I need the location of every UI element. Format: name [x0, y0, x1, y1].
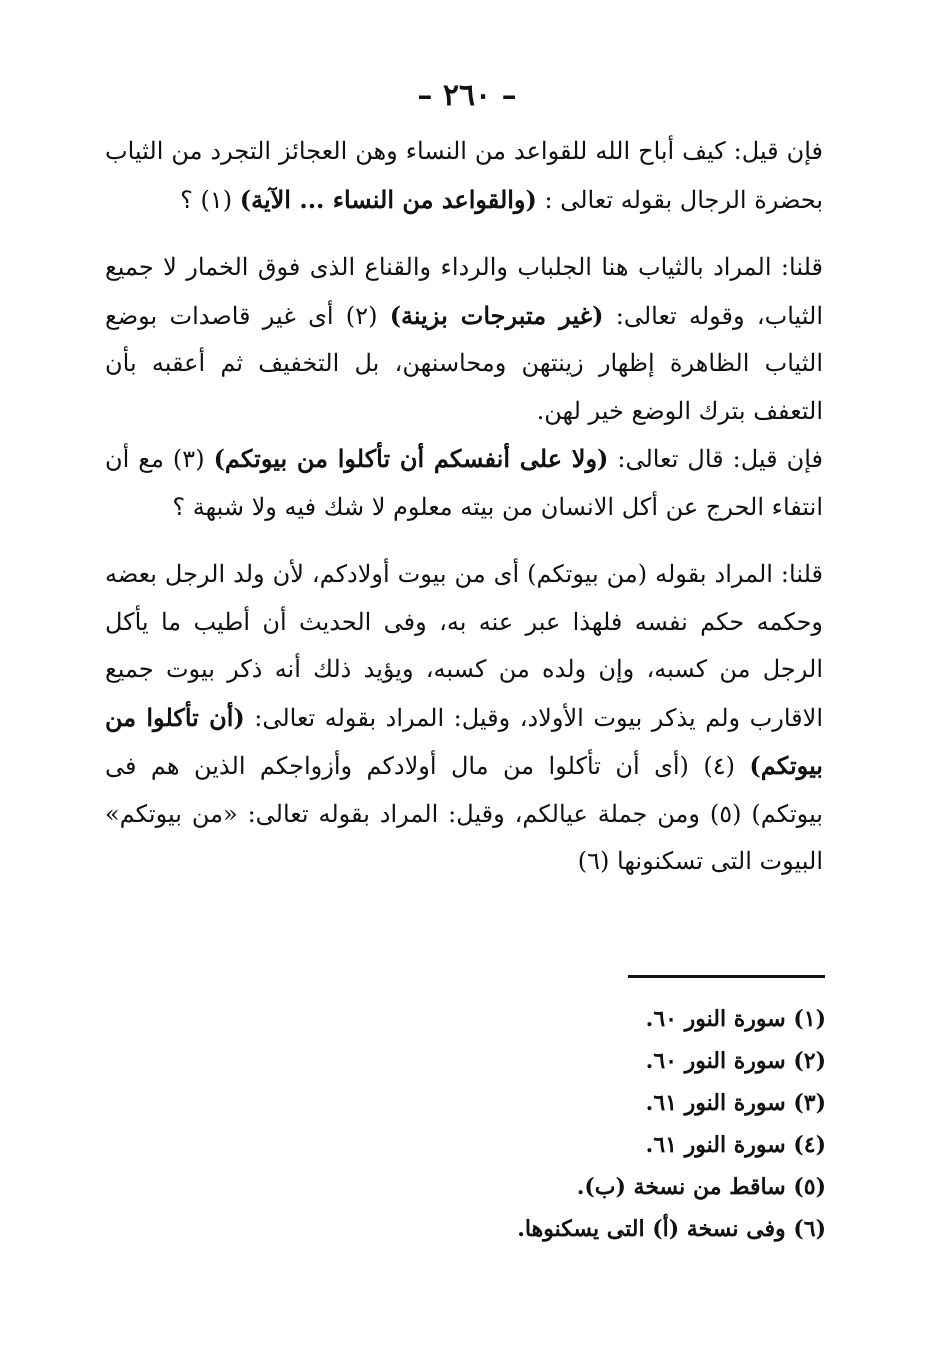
footnote: (٦) وفى نسخة (أ) التى يسكنوها. — [517, 1216, 826, 1242]
paragraph-text: (١) ؟ — [180, 185, 240, 214]
paragraph-text: (٢) أى غير قاصدات بوضع الثياب الظاهرة إظهار زينتهن ومحاسنهن، بل التخفيف ثم أعقبه بأن التعفف بترك الوضع خير لهن. — [105, 301, 823, 425]
paragraph-text: (٤) (أى أن تأكلوا من مال أولادكم وأزواجكم الذين هم فى بيوتكم) (٥) ومن جملة عيالكم، وقيل: المراد بقوله تعالى: «من بيوتكم» البيوت التى تسكنونها (٦) — [105, 752, 823, 875]
paragraph-answer-2 — [105, 551, 823, 886]
paragraph-text: (٣) مع أن انتفاء الحرج عن أكل الانسان من بيته معلوم لا شك فيه ولا شبهة ؟ — [105, 445, 823, 521]
quran-quote: (ولا على أنفسكم أن تأكلوا من بيوتكم) — [213, 444, 609, 473]
footnote: (٤) سورة النور ٦١. — [645, 1132, 826, 1158]
footnote: (٣) سورة النور ٦١. — [645, 1090, 826, 1116]
paragraph-text: فإن قيل: قال تعالى: — [608, 445, 823, 473]
paragraph-answer-1 — [105, 244, 823, 435]
footnotes — [406, 998, 826, 1250]
paragraph-question-2 — [105, 435, 823, 531]
paragraph-question-1 — [105, 128, 823, 224]
page-number: – ٢٦٠ – — [417, 78, 517, 113]
paragraph-text: فإن قيل: كيف أباح الله للقواعد من النساء وهن العجائز التجرد من الثياب بحضرة الرجال بقوله تعالى : — [105, 137, 823, 214]
paragraph-text: قلنا: المراد بالثياب هنا الجلباب والرداء والقناع الذى فوق الخمار لا جميع الثياب، وقوله تعالى: — [105, 253, 823, 330]
quran-quote: (غير متبرجات بزينة) — [389, 300, 604, 330]
quran-quote: (والقواعد من النساء ... الآية) — [239, 184, 537, 214]
footnote: (٥) ساقط من نسخة (ب). — [576, 1174, 826, 1200]
footnote: (٢) سورة النور ٦٠. — [645, 1048, 826, 1074]
footnote-divider — [628, 975, 825, 978]
quran-quote: (أن تأكلوا من بيوتكم) — [105, 702, 823, 780]
paragraph-text: قلنا: المراد بقوله (من بيوتكم) أى من بيوت أولادكم، لأن ولد الرجل بعضه وحكمه حكم نفسه فلهذا عبر عنه به، وفى الحديث أن أطيب ما يأكل الرجل من كسبه، وإن ولده من كسبه، ويؤيد ذلك أنه ذكر بيوت جميع الاقارب ولم يذكر بيوت الأولاد، وقيل: المراد بقوله تعالى: — [105, 560, 823, 732]
footnote: (١) سورة النور ٦٠. — [645, 1006, 826, 1032]
body-text — [105, 128, 823, 886]
